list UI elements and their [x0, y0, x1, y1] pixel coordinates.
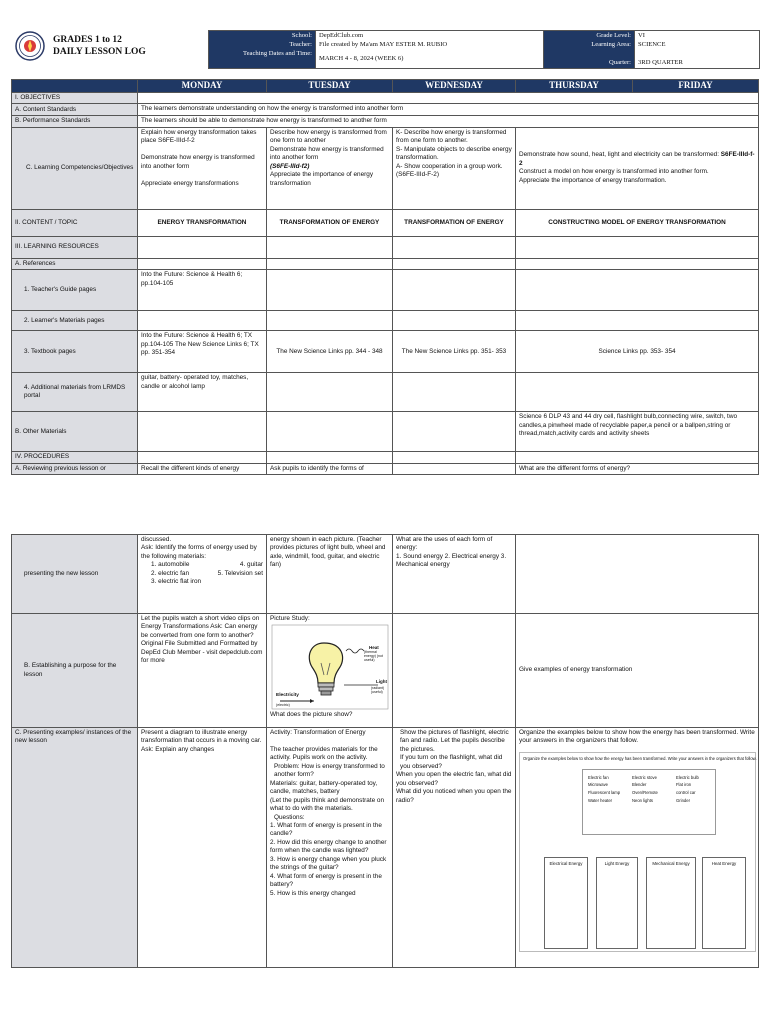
examples-thursday [516, 728, 759, 968]
reviewing-monday: Recall the different kinds of energy [138, 463, 267, 474]
resources-tuesday [267, 236, 393, 258]
teachers-guide-monday: Into the Future: Science & Health 6; pp.104-105 [138, 270, 267, 311]
textbook-wednesday: The New Science Links pp. 351- 353 [393, 331, 516, 373]
mon-a3: 1. automobile [151, 561, 190, 569]
competencies-wednesday [393, 127, 516, 209]
additional-materials-thursday [516, 373, 759, 412]
content-topic-label: II. CONTENT / TOPIC [12, 209, 138, 236]
school-value: DepEdClub.com [315, 31, 544, 40]
header-info-right [543, 30, 760, 69]
presenting-tuesday: energy shown in each picture. (Teacher provides pictures of light bulb, wheel and axle, windmill, food, guitar, and electric fan) [267, 535, 393, 614]
tue-b2: What does the picture show? [270, 711, 353, 719]
comp-thu-1-text: Demonstrate how sound, heat, light and electricity can be transformed: [519, 151, 719, 159]
procedures-label: IV. PROCEDURES [12, 452, 138, 463]
comp-tue-3: (S6FE-IIId-f2) [270, 162, 310, 170]
org-item: Oven/Remote [632, 790, 658, 795]
tue-c1: Activity: Transformation of Energy [270, 729, 366, 736]
mon-a5: 2. electric fan [151, 569, 190, 577]
lesson-log-table-page-2 [11, 534, 759, 968]
title-line-2: DAILY LESSON LOG [53, 47, 146, 57]
page-gap [0, 478, 768, 534]
comp-mon-2: Demonstrate how energy is transformed into another form [141, 154, 255, 170]
examples-tuesday [267, 728, 393, 968]
tue-c11: 5. How is this energy changed [270, 889, 356, 897]
quarter-label: Quarter: [544, 49, 634, 68]
comp-tue-4: Appreciate the importance of energy transformation [270, 171, 374, 187]
org-item: Flat iron [676, 782, 692, 788]
grade-level-label: Grade Level: [544, 31, 634, 40]
org-item: Neon lights [632, 797, 653, 803]
content-topic-wednesday: TRANSFORMATION OF ENERGY [393, 209, 516, 236]
other-materials-monday [138, 412, 267, 452]
content-topic-tuesday: TRANSFORMATION OF ENERGY [267, 209, 393, 236]
examples-monday: Present a diagram to illustrate energy transformation that occurs in a moving car. Ask: Explain any changes [138, 728, 267, 968]
org-item: Electric bulb [676, 774, 699, 780]
presenting-thursday [516, 535, 759, 614]
procedures-wednesday [393, 452, 516, 463]
electricity-sub-label: (electric) [276, 703, 290, 708]
competencies-label: C. Learning Competencies/Objectives [12, 127, 138, 209]
competencies-tuesday [267, 127, 393, 209]
mon-a7: 3. electric flat iron [151, 578, 202, 586]
organizer-caption: Organize the examples below to show how the energy has been transformed. Write your answers in the organizers that follow. [523, 755, 757, 761]
teachers-guide-thursday [516, 270, 759, 311]
learning-area-label: Learning Area: [544, 40, 634, 49]
purpose-wednesday [393, 614, 516, 728]
heat-sub-label: (thermal energy) (not useful) [364, 650, 383, 663]
comp-thu-code: S6FE-IIId-f-2 [519, 151, 755, 167]
comp-thu-3: Appreciate the importance of energy transformation. [519, 176, 667, 184]
mon-a1: discussed. [141, 536, 172, 543]
tue-b1: Picture Study: [270, 615, 310, 622]
presenting-new-lesson-label: presenting the new lesson [12, 535, 138, 614]
comp-thu-1 [519, 151, 755, 168]
procedures-monday [138, 452, 267, 463]
day-header-friday: FRIDAY [633, 80, 759, 93]
learners-materials-thursday [516, 311, 759, 331]
objectives-cell [138, 92, 759, 103]
procedures-thursday [516, 452, 759, 463]
quarter-value: 3RD QUARTER [634, 49, 759, 68]
light-label: Light [376, 679, 387, 685]
comp-wed-4: (S6FE-IIId-F-2) [396, 171, 439, 179]
other-materials-wednesday [393, 412, 516, 452]
tue-c9: 3. How is energy change when you pluck the strings of the guitar? [270, 855, 387, 872]
competencies-monday [138, 127, 267, 209]
references-label: A. References [12, 258, 138, 269]
performance-standards-text: The learners should be able to demonstrate how energy is transformed to another form [138, 116, 759, 127]
additional-materials-label: 4. Additional materials from LRMDS portal [12, 373, 138, 412]
resources-wednesday [393, 236, 516, 258]
tue-c4: Materials: guitar, battery-operated toy, candle, matches, battery [270, 779, 378, 796]
school-label: School: [209, 31, 315, 40]
lesson-log-table-page-1 [11, 79, 759, 475]
org-item: Blender [632, 782, 647, 788]
objectives-label: I. OBJECTIVES [12, 92, 138, 103]
additional-materials-tuesday [267, 373, 393, 412]
references-thursday [516, 258, 759, 269]
other-materials-thursday: Science 6 DLP 43 and 44 dry cell, flashlight bulb,connecting wire, switch, two candles,a pinwheel made of recyclable paper,a pencil or a ballpen,string or thread,match,activity cards and activity sheets [516, 412, 759, 452]
learning-area-value: SCIENCE [634, 40, 759, 49]
reviewing-label: A. Reviewing previous lesson or [12, 463, 138, 474]
day-header-monday: MONDAY [138, 80, 267, 93]
organizer-box-mechanical: Mechanical Energy [646, 857, 696, 949]
mon-a-row2 [141, 570, 263, 578]
establishing-purpose-label: B. Establishing a purpose for the lesson [12, 614, 138, 728]
examples-wednesday [393, 728, 516, 968]
organizer-box-light: Light Energy [596, 857, 638, 949]
wed-a2: 1. Sound energy 2. Electrical energy 3. Mechanical energy [396, 552, 507, 569]
org-item: Water heater [588, 797, 613, 803]
references-monday [138, 258, 267, 269]
electricity-label: Electricity [276, 693, 299, 699]
content-topic-thursday: CONSTRUCTING MODEL OF ENERGY TRANSFORMATION [516, 209, 759, 236]
purpose-thursday: Give examples of energy transformation [516, 614, 759, 728]
additional-materials-monday: guitar, battery- operated toy, matches, candle or alcohol lamp [138, 373, 267, 412]
tue-c10: 4. What form of energy is present in the battery? [270, 872, 382, 889]
comp-mon-3: Appreciate energy transformations [141, 179, 239, 187]
tue-c2: The teacher provides materials for the activity. Pupils work on the activity. [270, 745, 378, 762]
comp-thu-2: Construct a model on how energy is transformed into another form. [519, 168, 709, 176]
tue-c3: Problem: How is energy transformed to another form? [274, 762, 385, 779]
organizer-box-heat: Heat Energy [702, 857, 746, 949]
header-info-left [208, 30, 545, 69]
wed-c1: Show the pictures of flashlight, electric fan and radio. Let the pupils describe the pictures. [400, 729, 509, 753]
teachers-guide-wednesday [393, 270, 516, 311]
learning-resources-label: III. LEARNING RESOURCES [12, 236, 138, 258]
learners-materials-monday [138, 311, 267, 331]
teacher-label: Teacher: [209, 40, 315, 49]
title-line-1: GRADES 1 to 12 [53, 35, 122, 45]
references-tuesday [267, 258, 393, 269]
dates-label: Teaching Dates and Time: [209, 49, 315, 68]
wed-c3: When you open the electric fan, what did you observed? [396, 771, 512, 787]
comp-tue-2: Demonstrate how energy is transformed into another form [270, 145, 384, 162]
purpose-tuesday [267, 614, 393, 728]
procedures-tuesday [267, 452, 393, 463]
dates-value: MARCH 4 - 8, 2024 (WEEK 6) [315, 49, 544, 68]
resources-monday [138, 236, 267, 258]
organizer-box-electrical: Electrical Energy [544, 857, 588, 949]
presenting-examples-label: C. Presenting examples/ instances of the new lesson [12, 728, 138, 968]
comp-mon-1: Explain how energy transformation takes place S6FE-IIId-f-2 [141, 128, 257, 145]
reviewing-wednesday [393, 463, 516, 474]
mon-a-row1 [141, 561, 263, 569]
thu-c: Organize the examples below to show how the energy has been transformed. Write your answers in the organizers that follow. [519, 729, 755, 745]
day-header-tuesday: TUESDAY [267, 80, 393, 93]
organizer-items-box [582, 769, 716, 835]
purpose-monday: Let the pupils watch a short video clips on Energy Transformations Ask: Can energy be converted from one form to another? Original File Submitted and Formatted by DepEd Club Member - visit depedclub.com for more [138, 614, 267, 728]
tue-c7: 1. What form of energy is present in the candle? [270, 821, 382, 838]
light-sub-label: (radiant) (useful) [371, 686, 385, 695]
comp-wed-3: A- Show cooperation in a group work. [396, 162, 503, 170]
presenting-monday [138, 535, 267, 614]
org-item: Grinder [676, 797, 690, 803]
resources-thursday [516, 236, 759, 258]
org-item: Electric fan [588, 774, 609, 780]
reviewing-thursday: What are the different forms of energy? [516, 463, 759, 474]
wed-c4: What did you noticed when you open the radio? [396, 788, 512, 804]
presenting-wednesday [393, 535, 516, 614]
org-item: Microwave [588, 782, 609, 788]
teachers-guide-label: 1. Teacher's Guide pages [12, 270, 138, 311]
competencies-thursday-friday [516, 127, 759, 209]
document-title [53, 34, 146, 58]
org-item: Electric stove [632, 774, 657, 780]
reviewing-tuesday: Ask pupils to identify the forms of [267, 463, 393, 474]
content-standards-label: A. Content Standards [12, 104, 138, 116]
learners-materials-tuesday [267, 311, 393, 331]
teacher-value: File created by Ma'am MAY ESTER M. RUBIO [315, 40, 544, 49]
tue-c8: 2. How did this energy change to another form when the candle was lighted? [270, 838, 387, 855]
learners-materials-wednesday [393, 311, 516, 331]
performance-standards-label: B. Performance Standards [12, 116, 138, 127]
content-standards-text: The learners demonstrate understanding on how the energy is transformed into another form [138, 104, 759, 116]
organizer-figure [519, 752, 756, 952]
org-item: control car [676, 790, 696, 795]
textbook-label: 3. Textbook pages [12, 331, 138, 373]
wed-a1: What are the uses of each form of energy: [396, 536, 493, 552]
wed-c2: If you turn on the flashlight, what did you observed? [400, 754, 503, 770]
mon-a6: 5. Television set [217, 569, 263, 577]
day-header-blank [12, 80, 138, 93]
other-materials-label: B. Other Materials [12, 412, 138, 452]
textbook-tuesday: The New Science Links pp. 344 - 348 [267, 331, 393, 373]
content-topic-monday: ENERGY TRANSFORMATION [138, 209, 267, 236]
heat-label: Heat [369, 645, 379, 651]
day-header-wednesday: WEDNESDAY [393, 80, 516, 93]
day-header-thursday: THURSDAY [516, 80, 633, 93]
comp-wed-2: S- Manipulate objects to describe energy transformation. [396, 145, 512, 162]
learners-materials-label: 2. Learner's Materials pages [12, 311, 138, 331]
mon-a2: Ask: Identify the forms of energy used by the following materials: [141, 544, 257, 560]
tue-c6: Questions: [274, 813, 305, 821]
comp-wed-1: K- Describe how energy is transformed from one form to another. [396, 128, 507, 145]
references-wednesday [393, 258, 516, 269]
grade-level-value: VI [634, 31, 759, 40]
mon-a4: 4. guitar [239, 561, 263, 569]
comp-tue-1: Describe how energy is transformed from one form to another [270, 128, 387, 145]
additional-materials-wednesday [393, 373, 516, 412]
other-materials-tuesday [267, 412, 393, 452]
textbook-thursday: Science Links pp. 353- 354 [516, 331, 759, 373]
bulb-diagram [270, 623, 390, 711]
deped-seal-icon [15, 31, 45, 61]
textbook-monday: Into the Future: Science & Health 6; TX pp.104-105 The New Science Links 6; TX pp. 351-354 [138, 331, 267, 373]
org-item: Fluorescent lamp [588, 790, 621, 795]
teachers-guide-tuesday [267, 270, 393, 311]
tue-c5: (Let the pupils think and demonstrate on what to do with the materials. [270, 796, 385, 813]
